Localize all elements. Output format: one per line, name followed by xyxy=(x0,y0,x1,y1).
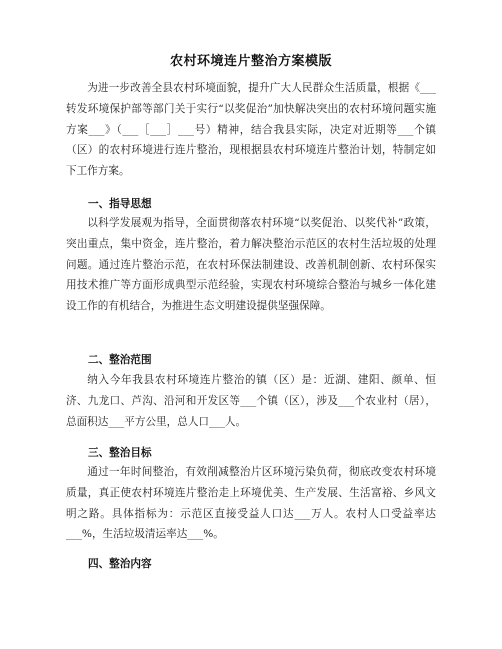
section-paragraph-scope: 纳入今年我县农村环境连片整治的镇（区）是：近湖、建阳、颜单、恒济、九龙口、芦沟、沿河和开发区等___个镇（区），涉及___个农业村（居），总面积达___平方公里，总人口___人。 xyxy=(66,374,436,428)
section-paragraph-guiding-ideology: 以科学发展观为指导，全面贯彻落农村环境“以奖促治、以奖代补”政策，突出重点，集中资金，连片整治，着力解决整治示范区的农村生活垃圾的处理问题。通过连片整治示范，在农村环保法制建设、改善机制创新、农村环保实用技术推广等方面形成典型示范经验，实现农村环境综合整治与城乡一体化建设工作的有机结合，为推进生态文明建设提供坚强保障。 xyxy=(66,217,436,313)
document-title: 农村环境连片整治方案模版 xyxy=(169,54,332,69)
section-heading-scope: 二、整治范围 xyxy=(88,354,152,366)
section-heading-guiding-ideology: 一、指导思想 xyxy=(88,198,152,210)
section-heading-content: 四、整治内容 xyxy=(88,558,152,570)
section-paragraph-goals: 通过一年时间整治，有效削减整治片区环境污染负荷，彻底改变农村环境质量，真正使农村环境连片整治走上环境优美、生产发展、生活富裕、乡风文明之路。具体指标为：示范区直接受益人口达___万人。农村人口受益率达___%，生活垃圾清运率达___%。 xyxy=(66,466,436,541)
section-heading-goals: 三、整治目标 xyxy=(88,447,152,459)
intro-paragraph: 为进一步改善全县农村环境面貌，提升广大人民群众生活质量，根据《___转发环境保护部等部门关于实行“以奖促治”加快解决突出的农村环境问题实施方案___》（___［___］___号）精神，结合我县实际，决定对近期等___个镇（区）的农村环境进行连片整治，现根据县农村环境连片整治计划，特制定如下工作方案。 xyxy=(66,82,436,178)
